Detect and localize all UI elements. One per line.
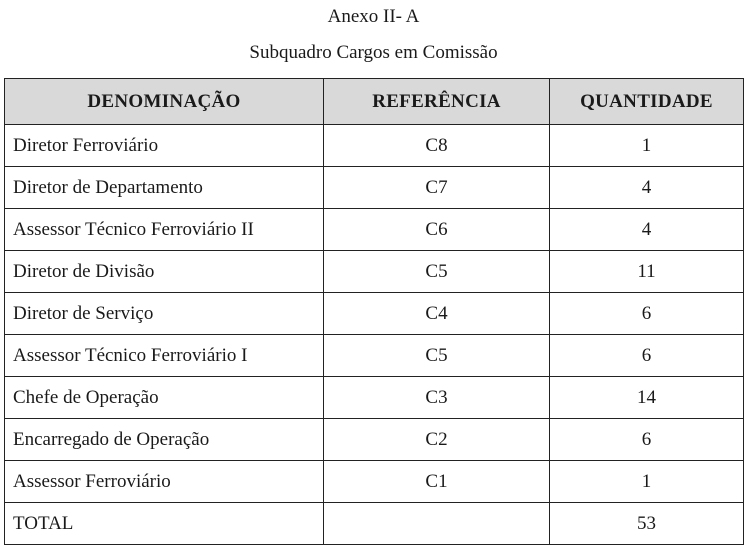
header-denominacao: DENOMINAÇÃO xyxy=(5,79,324,125)
table-row xyxy=(5,209,744,251)
cell-quantidade: 14 xyxy=(550,377,744,419)
table-row xyxy=(5,125,744,167)
cell-quantidade: 4 xyxy=(550,209,744,251)
total-row xyxy=(5,503,744,545)
cell-referencia: C7 xyxy=(324,167,550,209)
cell-referencia: C8 xyxy=(324,125,550,167)
table-row xyxy=(5,335,744,377)
header-quantidade: QUANTIDADE xyxy=(550,79,744,125)
header-referencia: REFERÊNCIA xyxy=(324,79,550,125)
total-quantidade: 53 xyxy=(550,503,744,545)
cell-denominacao: Diretor de Departamento xyxy=(5,167,324,209)
cell-referencia: C3 xyxy=(324,377,550,419)
table-header xyxy=(5,79,744,125)
document-title: Anexo II- A xyxy=(327,6,420,27)
total-label: TOTAL xyxy=(5,503,324,545)
cell-quantidade: 11 xyxy=(550,251,744,293)
cell-referencia: C4 xyxy=(324,293,550,335)
cell-referencia: C5 xyxy=(324,251,550,293)
document-subtitle: Subquadro Cargos em Comissão xyxy=(249,42,498,63)
cell-quantidade: 6 xyxy=(550,419,744,461)
cell-quantidade: 6 xyxy=(550,293,744,335)
table-body xyxy=(5,125,744,545)
cell-denominacao: Diretor de Divisão xyxy=(5,251,324,293)
cell-referencia: C6 xyxy=(324,209,550,251)
table-row xyxy=(5,251,744,293)
total-referencia xyxy=(324,503,550,545)
cargos-table xyxy=(4,78,744,545)
cell-denominacao: Assessor Ferroviário xyxy=(5,461,324,503)
cell-denominacao: Assessor Técnico Ferroviário I xyxy=(5,335,324,377)
table-row xyxy=(5,293,744,335)
cell-denominacao: Chefe de Operação xyxy=(5,377,324,419)
cell-quantidade: 4 xyxy=(550,167,744,209)
cell-quantidade: 1 xyxy=(550,461,744,503)
cell-denominacao: Encarregado de Operação xyxy=(5,419,324,461)
table-row xyxy=(5,419,744,461)
table-row xyxy=(5,461,744,503)
table-row xyxy=(5,377,744,419)
cell-denominacao: Assessor Técnico Ferroviário II xyxy=(5,209,324,251)
cell-referencia: C2 xyxy=(324,419,550,461)
cell-quantidade: 1 xyxy=(550,125,744,167)
header-row xyxy=(5,79,744,125)
cell-denominacao: Diretor de Serviço xyxy=(5,293,324,335)
table-row xyxy=(5,167,744,209)
cell-denominacao: Diretor Ferroviário xyxy=(5,125,324,167)
cell-referencia: C1 xyxy=(324,461,550,503)
cell-quantidade: 6 xyxy=(550,335,744,377)
cell-referencia: C5 xyxy=(324,335,550,377)
